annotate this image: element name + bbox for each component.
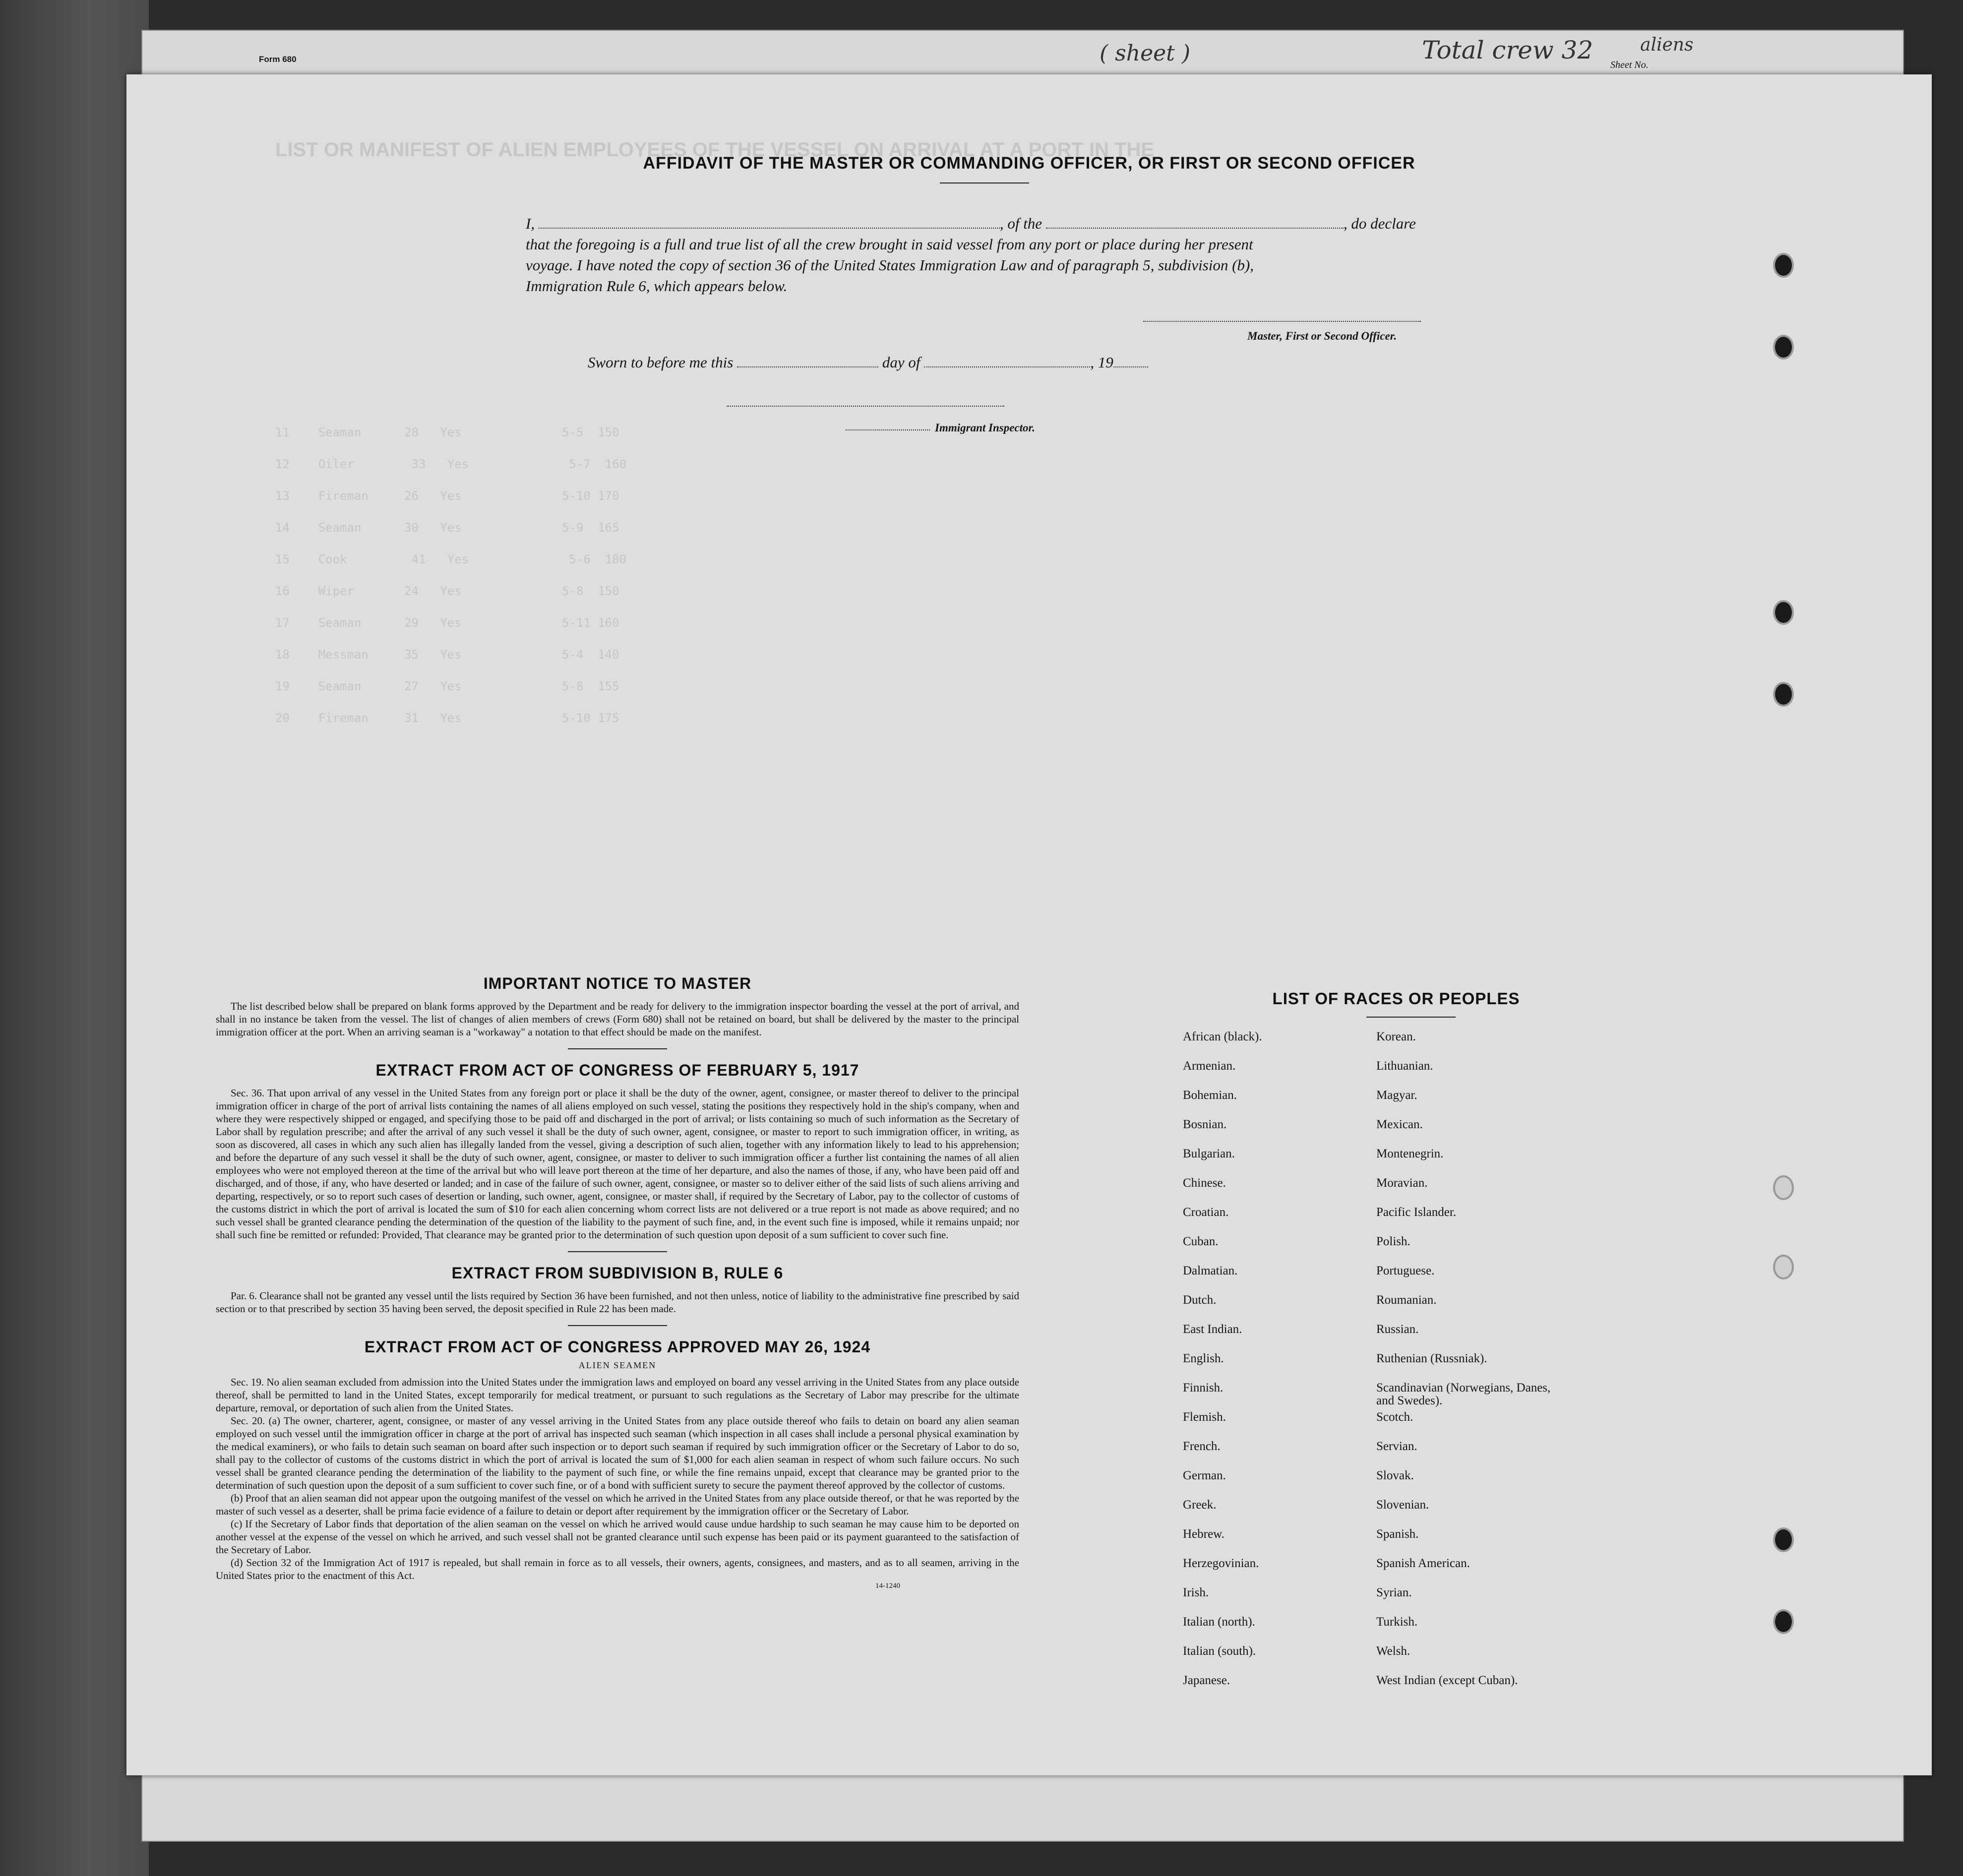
race-item: Scotch. — [1376, 1410, 1413, 1424]
sworn-line — [588, 352, 1148, 373]
race-item: Turkish. — [1376, 1615, 1418, 1629]
act-1924-sec20d: (d) Section 32 of the Immigration Act of 1917 is repealed, but shall remain in force as to all vessels, their owners, agents, consignees, and masters, and as to all seamen, arriving in the United States prior to the enactment of this Act. — [216, 1557, 1019, 1581]
sworn-month-blank[interactable] — [924, 355, 1090, 367]
year-prefix: , 19 — [1090, 354, 1113, 371]
race-item: Moravian. — [1376, 1176, 1428, 1190]
bleed-through-table: 11 Seaman 28 Yes 5-5 150 12 Oiler 33 Yes 5-7 160 13 Fireman 26 Yes 5-10 170 14 Seaman 30 Yes 5-9 165 15 Cook 41 Yes 5-6 180 16 Wiper 24 Yes 5-8 150 17 Seaman 29 Yes 5-11 160 18 Messman 35 Yes 5-4 140 19 Seaman 27 Yes 5-8 155 20 Fireman 31 Yes 5-10 175 — [275, 425, 627, 725]
race-item: Scandinavian (Norwegians, Danes, and Swedes). — [1376, 1381, 1551, 1407]
punch-hole — [1773, 1527, 1794, 1552]
race-item: German. — [1183, 1469, 1226, 1482]
affidavit-line-2: voyage. I have noted the copy of section 36 of the United States Immigration Law and of paragraph 5, subdivision (b), — [526, 256, 1254, 274]
inspector-signature-line[interactable] — [727, 406, 1004, 407]
sworn-label: Sworn to before me this — [588, 354, 734, 371]
rule-6-title: EXTRACT FROM SUBDIVISION B, RULE 6 — [451, 1264, 784, 1282]
race-item: Italian (north). — [1183, 1615, 1255, 1629]
race-item: Japanese. — [1183, 1674, 1230, 1687]
punch-hole — [1773, 335, 1794, 360]
race-item: Roumanian. — [1376, 1293, 1437, 1307]
race-item: Syrian. — [1376, 1586, 1412, 1599]
sworn-year-blank[interactable] — [1113, 355, 1148, 367]
act-1924-sec20c: (c) If the Secretary of Labor finds that deportation of the alien seaman on the vessel on which he arrived would cause undue hardship to such seaman he may cause him to be deported on another vessel at the expense of the vessel on which he arrived, and such vessel shall not be granted clearance until such expense has been paid or its payment guaranteed to the satisfaction of the Secretary of Labor. — [216, 1518, 1019, 1556]
notices-column — [216, 974, 1019, 1590]
divider — [568, 1251, 667, 1252]
divider — [568, 1048, 667, 1049]
day-of-label: day of — [882, 354, 920, 371]
punch-hole — [1773, 1609, 1794, 1634]
race-item: Spanish. — [1376, 1527, 1419, 1541]
race-item: Servian. — [1376, 1440, 1417, 1453]
vessel-name-blank[interactable] — [1046, 216, 1344, 229]
race-item: Armenian. — [1183, 1059, 1236, 1073]
handwritten-sheet-note: ( sheet ) — [1100, 41, 1190, 66]
race-item: Welsh. — [1376, 1644, 1411, 1658]
race-item: African (black). — [1183, 1030, 1262, 1043]
punch-hole — [1773, 1255, 1794, 1279]
affidavit-line-1: that the foregoing is a full and true list of all the crew brought in said vessel from any port or place during her present — [526, 236, 1253, 253]
sheet-no-label: Sheet No. — [1610, 60, 1649, 70]
race-item: East Indian. — [1183, 1323, 1242, 1336]
punch-hole — [1773, 600, 1794, 625]
sworn-day-blank[interactable] — [737, 355, 878, 367]
affidavit-body — [526, 213, 1567, 297]
race-item: Finnish. — [1183, 1381, 1224, 1394]
race-item: Cuban. — [1183, 1235, 1219, 1248]
affidavit-line-3: Immigration Rule 6, which appears below. — [526, 277, 788, 295]
race-item: Polish. — [1376, 1235, 1411, 1248]
race-item: Spanish American. — [1376, 1557, 1470, 1570]
of-the-label: , of the — [999, 215, 1043, 232]
race-item: Magyar. — [1376, 1089, 1417, 1102]
race-item: Lithuanian. — [1376, 1059, 1433, 1073]
act-1924-subtitle: ALIEN SEAMEN — [578, 1360, 657, 1370]
handwritten-aliens: aliens — [1640, 35, 1694, 55]
master-name-blank[interactable] — [539, 216, 1000, 229]
race-item: Slovak. — [1376, 1469, 1414, 1482]
race-item: Mexican. — [1376, 1118, 1423, 1131]
punch-hole — [1773, 682, 1794, 707]
race-item: Hebrew. — [1183, 1527, 1225, 1541]
race-item: Italian (south). — [1183, 1644, 1256, 1658]
notice-body: The list described below shall be prepared on blank forms approved by the Department and be ready for delivery to the immigration inspector boarding the vessel at the port of arrival, and shall in no instance be taken from the vessel. The list of changes of alien members of crews (Form 680) shall not be retained on board, but shall be delivered by the master to the principal immigration officer at the port. When an arriving seaman is a "workaway" a notation to that effect should be made on the manifest. — [216, 1000, 1019, 1038]
race-item: Bohemian. — [1183, 1089, 1237, 1102]
form-number: Form 680 — [259, 55, 297, 64]
race-item: Pacific Islander. — [1376, 1206, 1457, 1219]
inspector-dots — [846, 429, 930, 430]
races-underline — [1366, 1017, 1456, 1018]
act-1924-sec20b: (b) Proof that an alien seaman did not appear upon the outgoing manifest of the vessel on which he arrived in the United States from any place outside thereof, or that he was reported by the master of such vessel as a deserter, shall be prima facie evidence of a failure to detain or deport after requirement by the immigration officer or the Secretary of Labor. — [216, 1492, 1019, 1517]
notice-title: IMPORTANT NOTICE TO MASTER — [483, 974, 752, 992]
race-item: Bulgarian. — [1183, 1147, 1235, 1160]
race-item: Russian. — [1376, 1323, 1419, 1336]
affidavit-sheet — [126, 74, 1932, 1775]
race-item: Portuguese. — [1376, 1264, 1435, 1277]
punch-hole — [1773, 1175, 1794, 1200]
race-item: French. — [1183, 1440, 1221, 1453]
race-item: Ruthenian (Russniak). — [1376, 1352, 1487, 1365]
act-1917-title: EXTRACT FROM ACT OF CONGRESS OF FEBRUARY 5, 1917 — [375, 1061, 859, 1079]
rule-6-body: Par. 6. Clearance shall not be granted any vessel until the lists required by Section 36 have been furnished, and not then unless, notice of liability to the administrative fine prescribed by said section or to that prescribed by section 35 having been served, the deposit specified in Rule 22 has been made. — [216, 1290, 1019, 1315]
act-1924-sec19: Sec. 19. No alien seaman excluded from admission into the United States under the immigration laws and employed on board any vessel arriving in the United States from any place outside thereof, shall be permitted to land in the United States, except temporarily for medical treatment, or pursuant to such regulations as the Secretary of Labor may prescribe for the ultimate departure, removal, or deportation of such alien from the United States. — [216, 1376, 1019, 1414]
race-item: Greek. — [1183, 1498, 1217, 1512]
race-item: Croatian. — [1183, 1206, 1229, 1219]
bleed-through-heading: LIST OR MANIFEST OF ALIEN EMPLOYEES OF THE VESSEL ON ARRIVAL AT A PORT IN THE — [275, 139, 1154, 161]
race-item: Dutch. — [1183, 1293, 1217, 1307]
handwritten-total-crew: Total crew 32 — [1422, 36, 1594, 64]
act-1917-body: Sec. 36. That upon arrival of any vessel in the United States from any foreign port or place it shall be the duty of the owner, agent, consignee, or master thereof to deliver to the principal immigration officer in charge of the port of arrival lists containing the names of all aliens employed on such vessel, stating the positions they respectively hold in the ship's company, when and where they were respectively shipped or engaged, and specifying those to be paid off and discharged in the port of arrival; or lists containing so much of such information as the Secretary of Labor shall by regulation prescribe; and after the arrival of any such vessel it shall be the duty of such owner, agent, consignee, or master to report to such immigration officer, in writing, as soon as discovered, all cases in which any such alien has illegally landed from the vessel, giving a description of such alien, together with any information likely to lead to his apprehension; and before the departure of any such vessel it shall be the duty of such owner, agent, consignee, or master to deliver to such immigration officer a further list containing the names of all alien employees who were not employed thereon at the time of the arrival but who will leave port thereon at the time of her departure, and also the names of those, if any, who have been paid off and discharged, and of those, if any, who have deserted or landed; and in case of the failure of such owner, agent, consignee, or master so to deliver either of the said lists of such aliens arriving and departing, respectively, or so to report such cases of desertion or landing, such owner, agent, consignee, or master shall, if required by the Secretary of Labor, pay to the collector of customs of the customs district in which the port of arrival is located the sum of $10 for each alien concerning whom correct lists are not delivered or a true report is not made as above required; and no such vessel shall be granted clearance pending the determination of the question of the liability to the payment of such fine, and, in the event such fine is imposed, while it remains unpaid; nor shall such fine be remitted or refunded: Provided, That clearance may be granted prior to the determination of such question upon deposit of a sum sufficient to cover such fine. — [216, 1087, 1019, 1241]
title-underline — [940, 182, 1029, 183]
i-label: I, — [526, 215, 535, 232]
race-item: Bosnian. — [1183, 1118, 1227, 1131]
race-item: English. — [1183, 1352, 1224, 1365]
race-item: West Indian (except Cuban). — [1376, 1674, 1518, 1687]
affidavit-title: AFFIDAVIT OF THE MASTER OR COMMANDING OFFICER, OR FIRST OR SECOND OFFICER — [643, 154, 1415, 173]
do-declare-label: , do declare — [1343, 215, 1416, 232]
race-item: Flemish. — [1183, 1410, 1226, 1424]
act-1924-title: EXTRACT FROM ACT OF CONGRESS APPROVED MAY 26, 1924 — [364, 1338, 871, 1356]
inspector-label: Immigrant Inspector. — [935, 422, 1035, 434]
races-title: LIST OF RACES OR PEOPLES — [1272, 989, 1520, 1008]
race-item: Montenegrin. — [1376, 1147, 1444, 1160]
master-signature-label: Master, First or Second Officer. — [1247, 330, 1397, 342]
master-signature-line[interactable] — [1143, 321, 1421, 322]
race-item: Slovenian. — [1376, 1498, 1429, 1512]
race-item: Irish. — [1183, 1586, 1209, 1599]
divider — [568, 1325, 667, 1326]
race-item: Korean. — [1376, 1030, 1416, 1043]
act-1924-sec20a: Sec. 20. (a) The owner, charterer, agent, consignee, or master of any vessel arriving in the United States from any place outside thereof who fails to detain on board any alien seaman employed on such vessel until the immigration officer in charge at the port of arrival has inspected such seaman (which inspection in all cases shall include a personal physical examination by the medical examiners), or who fails to detain such seaman on board after such inspection or to deport such seaman if required by such immigration officer or the Secretary of Labor to do so, shall pay to the collector of customs of the customs district in which the port of arrival is located the sum of $1,000 for each alien seaman in respect of whom such failure occurs. No such vessel shall be granted clearance pending the determination of the liability to the payment of such fine, or while the fine remains unpaid, except that clearance may be granted prior to the determination of such question upon the deposit of a sum sufficient to cover such fine, or of a bond with sufficient surety to secure the payment thereof approved by the collector of customs. — [216, 1415, 1019, 1491]
punch-hole — [1773, 253, 1794, 278]
race-item: Chinese. — [1183, 1176, 1226, 1190]
print-code: 14-1240 — [875, 1582, 900, 1590]
race-item: Dalmatian. — [1183, 1264, 1238, 1277]
race-item: Herzegovinian. — [1183, 1557, 1259, 1570]
